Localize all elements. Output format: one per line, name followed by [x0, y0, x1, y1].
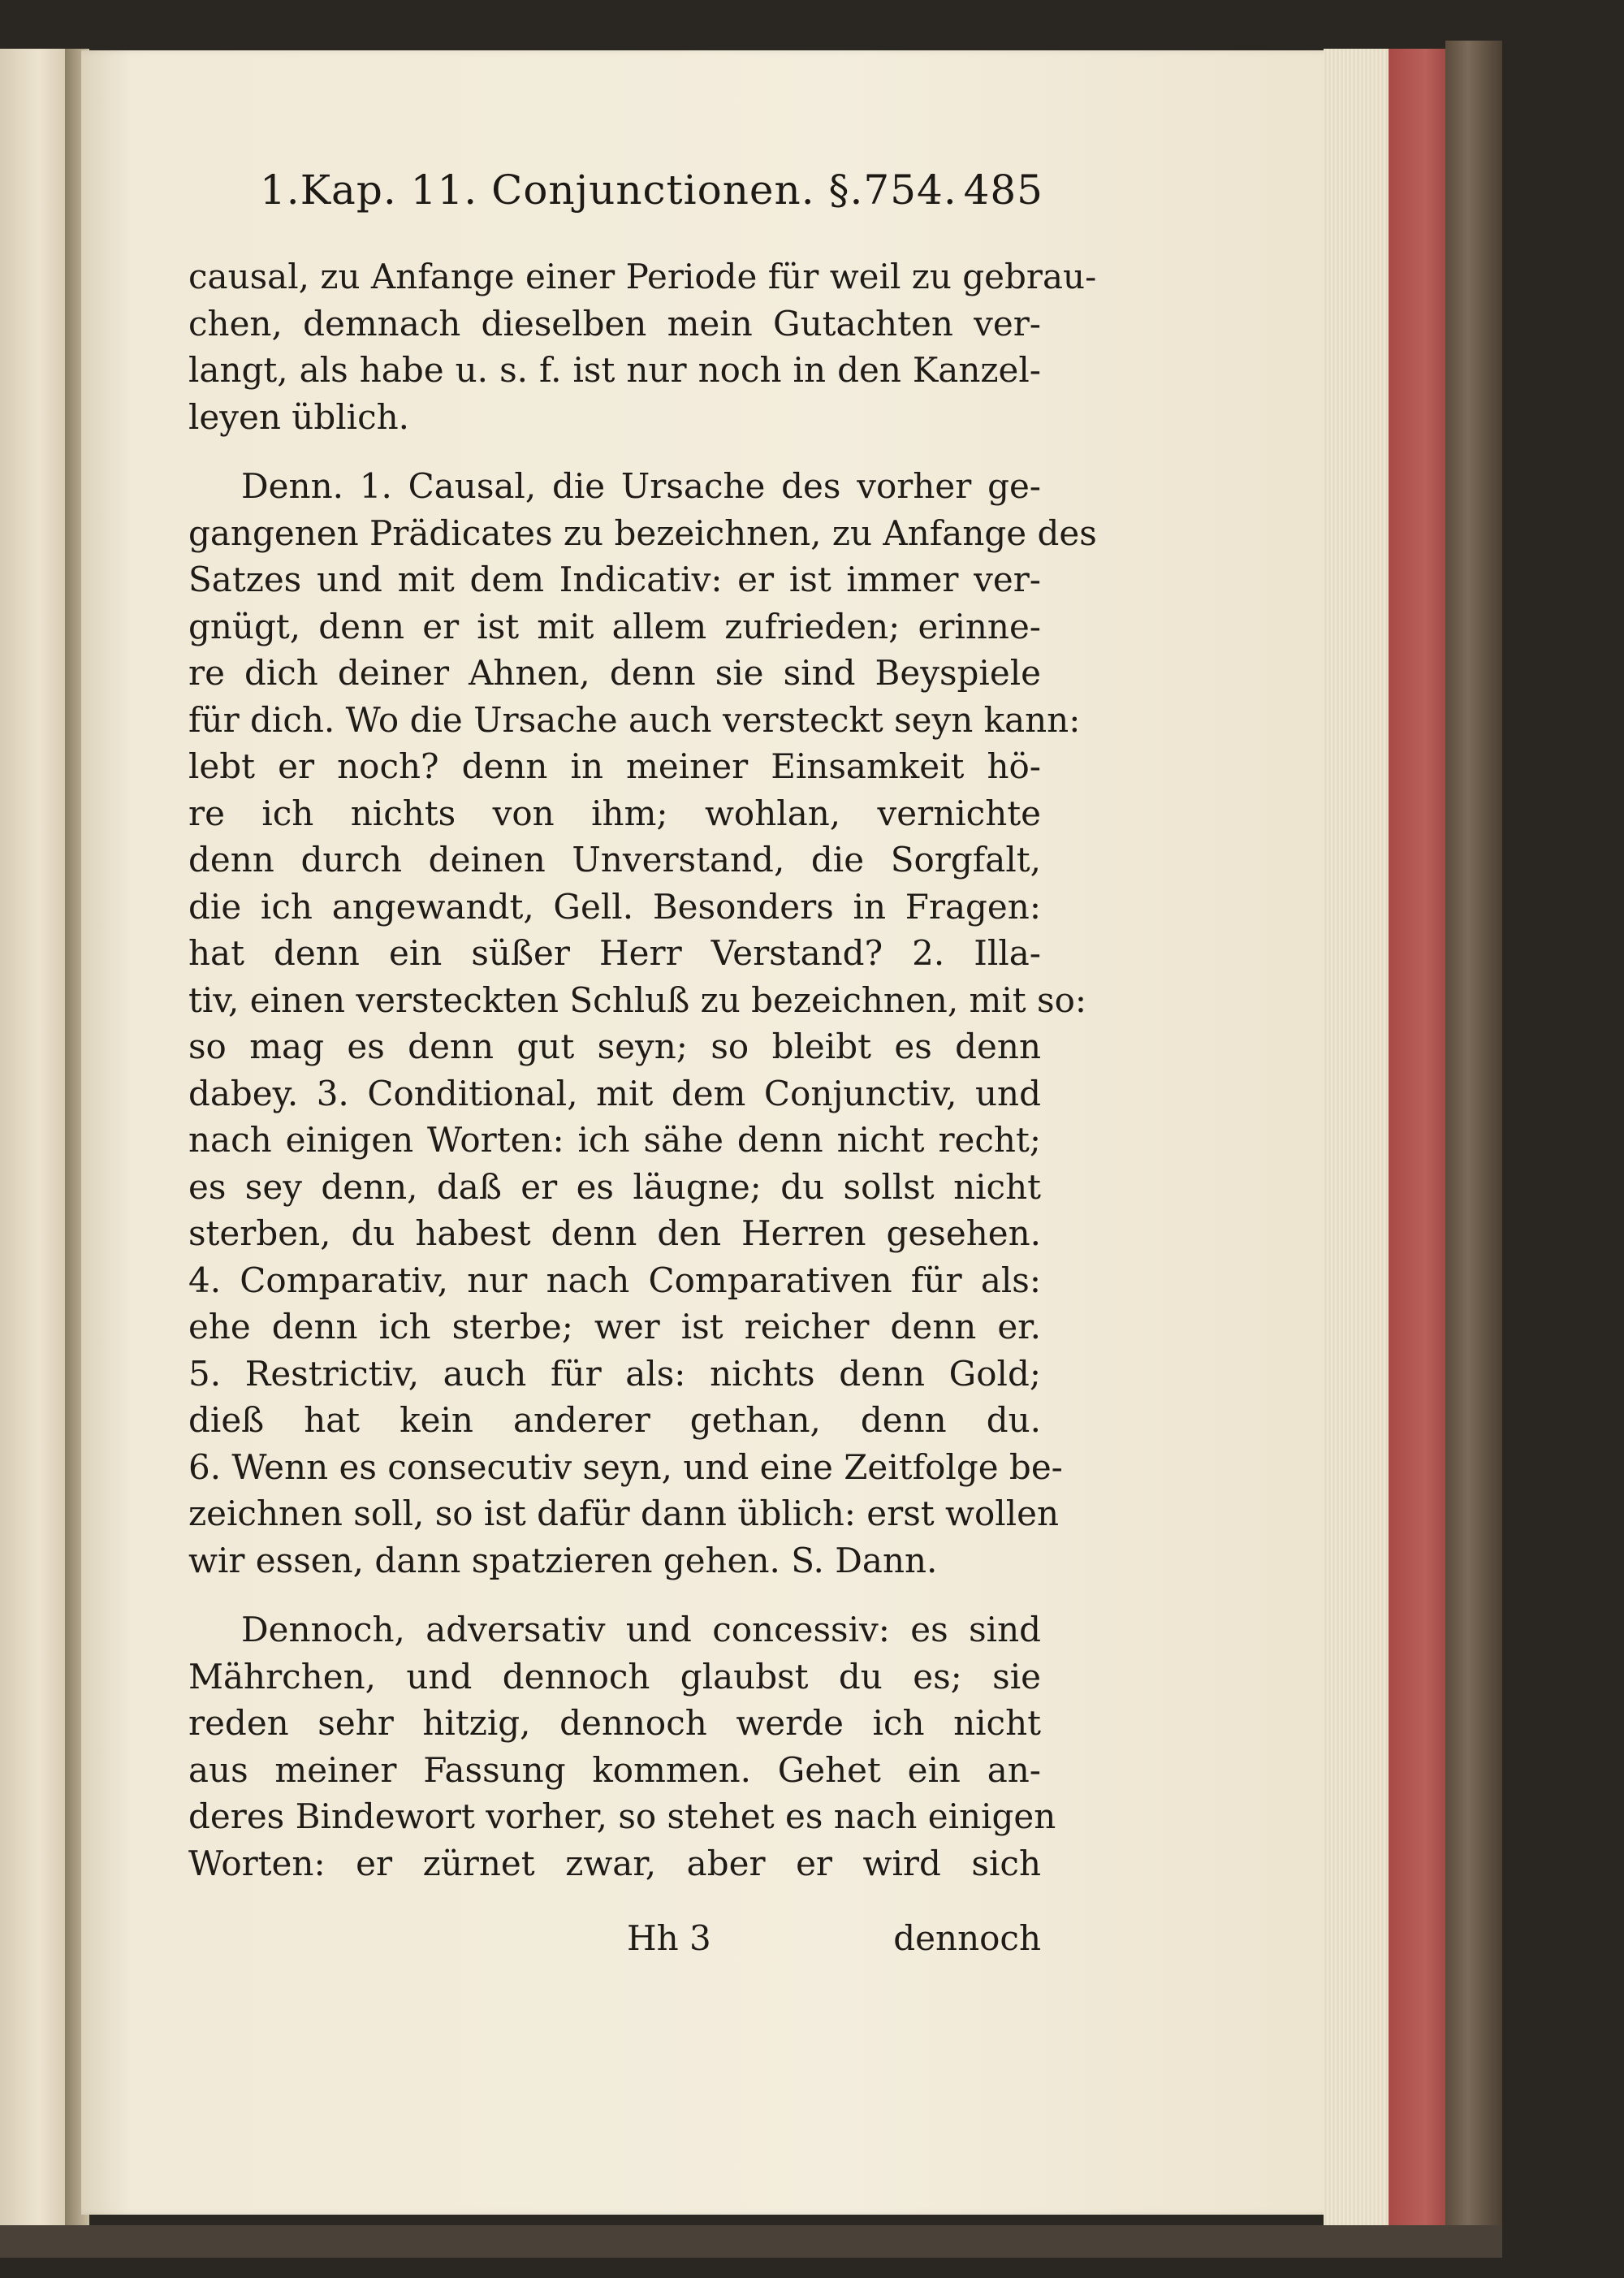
text-line: gnügt, denn er ist mit allem zufrieden; erinne- [188, 606, 1041, 646]
text-line: hat denn ein süßer Herr Verstand? 2. Illa- [188, 933, 1041, 973]
text-line: es sey denn, daß er es läugne; du sollst nicht [188, 1166, 1041, 1207]
page-body [188, 253, 1097, 1887]
text-line: leyen üblich. [188, 396, 409, 437]
text-line: langt, als habe u. s. f. ist nur noch in den Kanzel- [188, 350, 1041, 390]
paragraph [188, 1606, 1056, 1887]
running-head: 1.Kap. 11. Conjunctionen. §.754. [260, 166, 957, 214]
text-line: dabey. 3. Conditional, mit dem Conjunctiv, und [188, 1073, 1041, 1113]
paragraph [188, 463, 1097, 1584]
text-line: Mährchen, und dennoch glaubst du es; sie [188, 1656, 1041, 1697]
left-page-edge [0, 49, 67, 2225]
text-line: aus meiner Fassung kommen. Gehet ein an- [188, 1749, 1041, 1790]
text-line: Satzes und mit dem Indicativ: er ist immer ver- [188, 560, 1041, 599]
text-line: wir essen, dann spatzieren gehen. S. Dann. [188, 1540, 938, 1580]
signature-mark: Hh 3 [627, 1918, 711, 1958]
text-line: nach einigen Worten: ich sähe denn nicht recht; [188, 1120, 1041, 1160]
page-footer [188, 1918, 1041, 1967]
text-line: zeichnen soll, so ist dafür dann üblich: erst wollen [188, 1493, 1060, 1533]
text-line: chen, demnach dieselben mein Gutachten ver- [188, 303, 1041, 344]
text-line: lebt er noch? denn in meiner Einsamkeit hö- [188, 746, 1041, 786]
catchword: dennoch [893, 1918, 1041, 1958]
text-line: Dennoch, adversativ und concessiv: es sind [241, 1610, 1041, 1649]
text-line: gangenen Prädicates zu bezeichnen, zu Anfange des [188, 512, 1097, 553]
text-line: Worten: er zürnet zwar, aber er wird sich [188, 1843, 1041, 1883]
text-line: so mag es denn gut seyn; so bleibt es denn [188, 1027, 1041, 1066]
text-line: denn durch deinen Unverstand, die Sorgfalt, [188, 840, 1041, 880]
text-line: tiv, einen versteckten Schluß zu bezeichnen, mit so: [188, 979, 1087, 1020]
text-line: 6. Wenn es consecutiv seyn, und eine Zeitfolge be- [188, 1446, 1063, 1487]
text-line: reden sehr hitzig, dennoch werde ich nicht [188, 1703, 1041, 1743]
page-number: 485 [963, 166, 1043, 214]
text-line: sterben, du habest denn den Herren gesehen. [188, 1213, 1041, 1253]
text-line: ehe denn ich sterbe; wer ist reicher denn er. [188, 1307, 1041, 1346]
text-line: re ich nichts von ihm; wohlan, vernichte [188, 793, 1041, 833]
paragraph-gap [188, 440, 1041, 463]
text-line: 4. Comparativ, nur nach Comparativen für als: [188, 1260, 1041, 1300]
paragraph [188, 253, 1097, 440]
book-cover-bottom [0, 2225, 1502, 2258]
text-line: causal, zu Anfange einer Periode für weil zu gebrau- [188, 257, 1097, 296]
page-header [260, 166, 1043, 223]
text-line: re dich deiner Ahnen, denn sie sind Beyspiele [188, 653, 1041, 693]
text-line: für dich. Wo die Ursache auch versteckt seyn kann: [188, 699, 1081, 740]
paragraph-gap [188, 1584, 1041, 1606]
text-line: dieß hat kein anderer gethan, denn du. [188, 1400, 1041, 1440]
text-line: Denn. 1. Causal, die Ursache des vorher ge- [241, 466, 1041, 506]
text-line: deres Bindewort vorher, so stehet es nach einigen [188, 1796, 1056, 1836]
text-line: die ich angewandt, Gell. Besonders in Fragen: [188, 886, 1041, 927]
book-cover [1445, 41, 1502, 2250]
text-line: 5. Restrictiv, auch für als: nichts denn Gold; [188, 1353, 1041, 1394]
